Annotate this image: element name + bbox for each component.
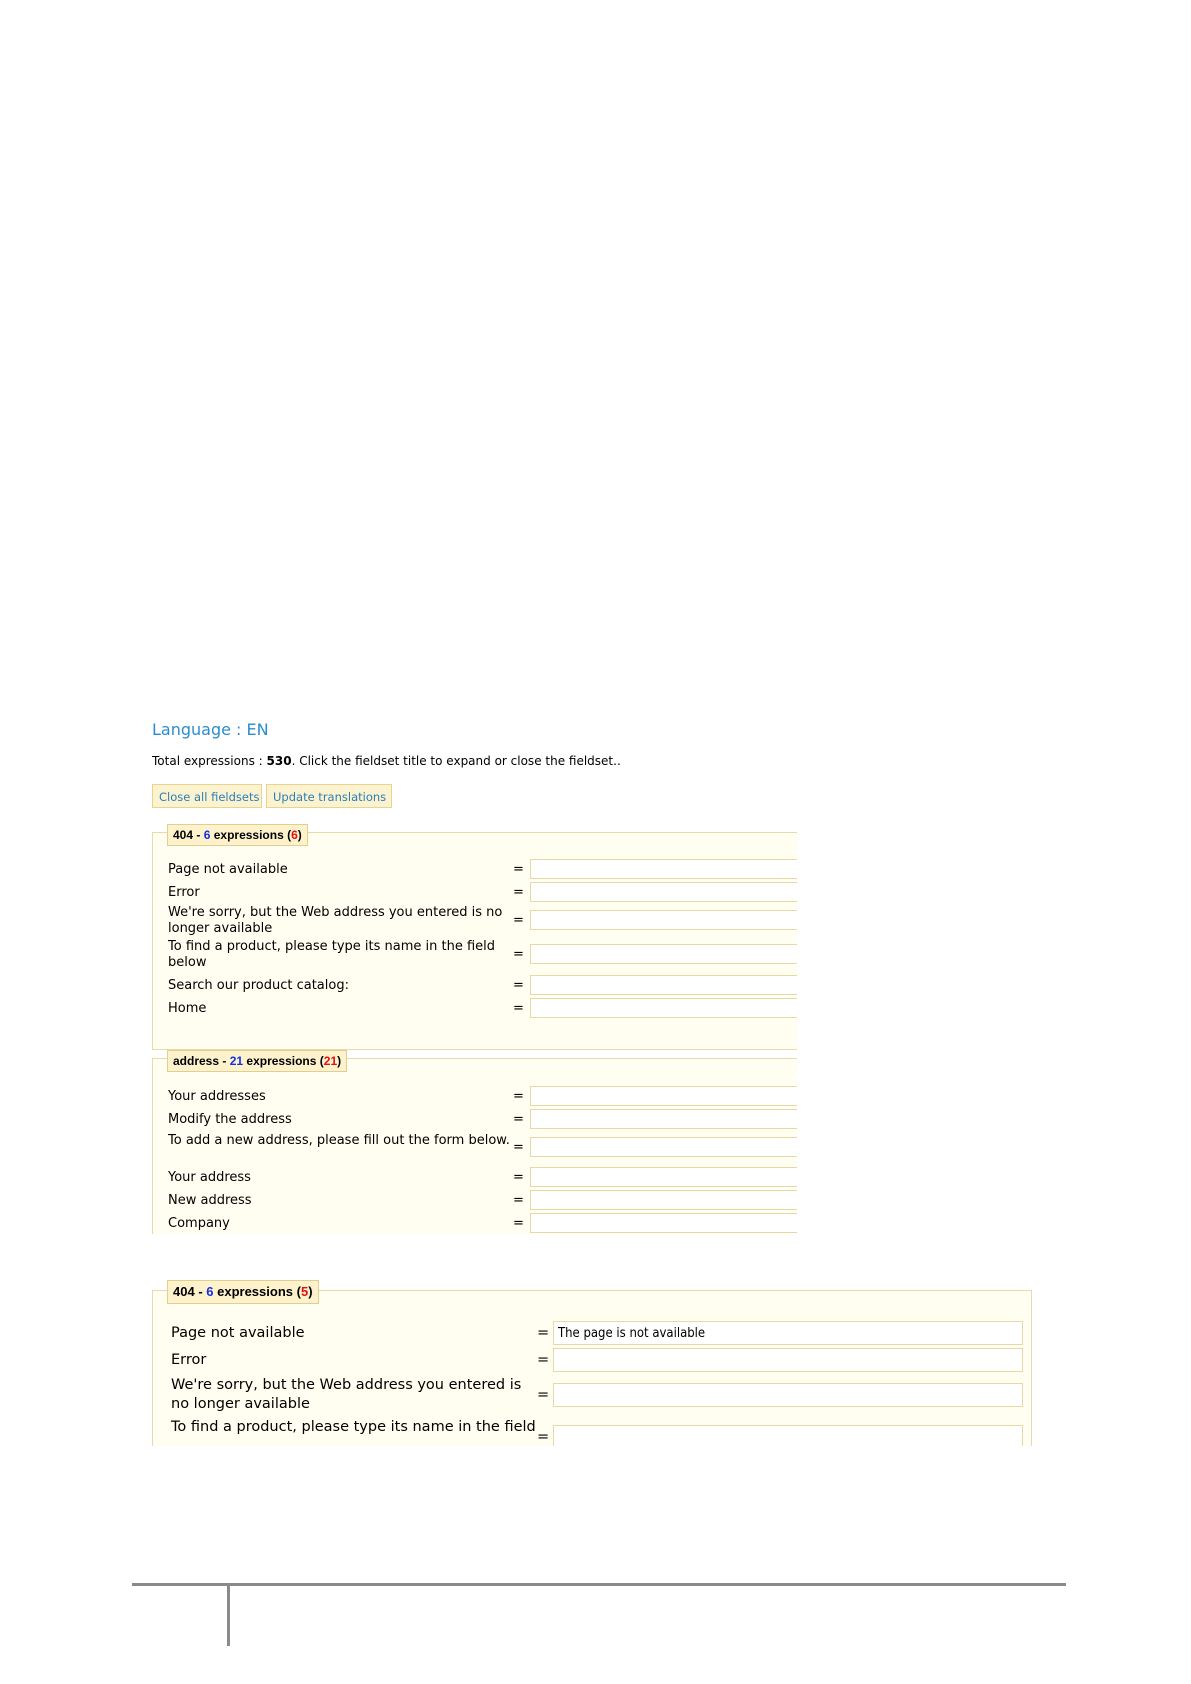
translation-input[interactable] xyxy=(553,1425,1023,1446)
equals-sign: = xyxy=(537,1352,550,1368)
translation-input[interactable] xyxy=(530,859,797,879)
fieldset-address xyxy=(152,1054,797,1234)
translation-input[interactable] xyxy=(553,1348,1023,1372)
fieldset-legend-address[interactable]: address - 21 expressions (21) xyxy=(167,1050,347,1072)
equals-sign: = xyxy=(513,947,524,962)
footer-divider xyxy=(132,1583,1066,1586)
equals-sign: = xyxy=(537,1429,550,1445)
expression-label: Error xyxy=(168,885,200,900)
translation-input[interactable] xyxy=(530,1213,797,1233)
translation-input[interactable] xyxy=(530,1190,797,1210)
translation-input[interactable] xyxy=(530,944,797,964)
fieldset-legend-404[interactable]: 404 - 6 expressions (6) xyxy=(167,824,308,846)
expression-label: To find a product, please type its name in the field xyxy=(171,1419,536,1435)
equals-sign: = xyxy=(513,1001,524,1016)
equals-sign: = xyxy=(537,1325,550,1341)
total-count: 530 xyxy=(266,754,292,768)
translation-input[interactable] xyxy=(530,998,797,1018)
expression-label: To add a new address, please fill out the form below. xyxy=(168,1133,510,1148)
expression-count: 6 xyxy=(206,1284,214,1299)
update-translations-button[interactable]: Update translations xyxy=(266,784,392,808)
expression-label: We're sorry, but the Web address you entered is no longer available xyxy=(171,1377,522,1412)
missing-count: 5 xyxy=(300,1284,309,1299)
translation-input[interactable] xyxy=(530,1167,797,1187)
expression-label: Your addresses xyxy=(168,1089,266,1104)
equals-sign: = xyxy=(513,1216,524,1231)
missing-count: 21 xyxy=(323,1054,338,1068)
equals-sign: = xyxy=(513,1193,524,1208)
translation-detail-screenshot xyxy=(152,1270,1034,1446)
translation-input[interactable] xyxy=(553,1321,1023,1345)
equals-sign: = xyxy=(513,885,524,900)
translation-input[interactable] xyxy=(530,1137,797,1157)
footer-vertical-divider xyxy=(227,1586,230,1646)
equals-sign: = xyxy=(513,913,524,928)
close-all-fieldsets-button[interactable]: Close all fieldsets xyxy=(152,784,262,808)
equals-sign: = xyxy=(513,1112,524,1127)
expression-label: To find a product, please type its name in the field below xyxy=(168,939,496,970)
expression-label: New address xyxy=(168,1193,252,1208)
equals-sign: = xyxy=(513,978,524,993)
fieldset-404 xyxy=(152,828,797,1050)
translations-screenshot xyxy=(152,714,797,1234)
expression-count: 21 xyxy=(229,1054,244,1068)
fieldset-legend-404[interactable]: 404 - 6 expressions (5) xyxy=(167,1280,319,1304)
expression-label: We're sorry, but the Web address you entered is no longer available xyxy=(168,905,503,936)
equals-sign: = xyxy=(513,1170,524,1185)
total-expressions-line: Total expressions : 530. Click the fieldset title to expand or close the fieldset.. xyxy=(152,754,621,768)
translation-input[interactable] xyxy=(530,910,797,930)
fieldset-404-detail xyxy=(152,1284,1032,1446)
equals-sign: = xyxy=(513,862,524,877)
equals-sign: = xyxy=(513,1089,524,1104)
expression-label: Modify the address xyxy=(168,1112,292,1127)
translation-input[interactable] xyxy=(530,1109,797,1129)
expression-label: Your address xyxy=(168,1170,251,1185)
expression-label: Company xyxy=(168,1216,230,1231)
expression-label: Page not available xyxy=(171,1325,305,1341)
equals-sign: = xyxy=(513,1140,524,1155)
translation-input[interactable] xyxy=(530,1086,797,1106)
translation-input[interactable] xyxy=(530,975,797,995)
language-title: Language : EN xyxy=(152,720,269,739)
expression-label: Home xyxy=(168,1001,207,1016)
expression-label: Search our product catalog: xyxy=(168,978,349,993)
translation-input[interactable] xyxy=(530,882,797,902)
missing-count: 6 xyxy=(291,828,298,842)
equals-sign: = xyxy=(537,1387,550,1403)
expression-label: Page not available xyxy=(168,862,288,877)
translation-input[interactable] xyxy=(553,1383,1023,1407)
expression-count: 6 xyxy=(203,828,211,842)
expression-label: Error xyxy=(171,1352,207,1368)
